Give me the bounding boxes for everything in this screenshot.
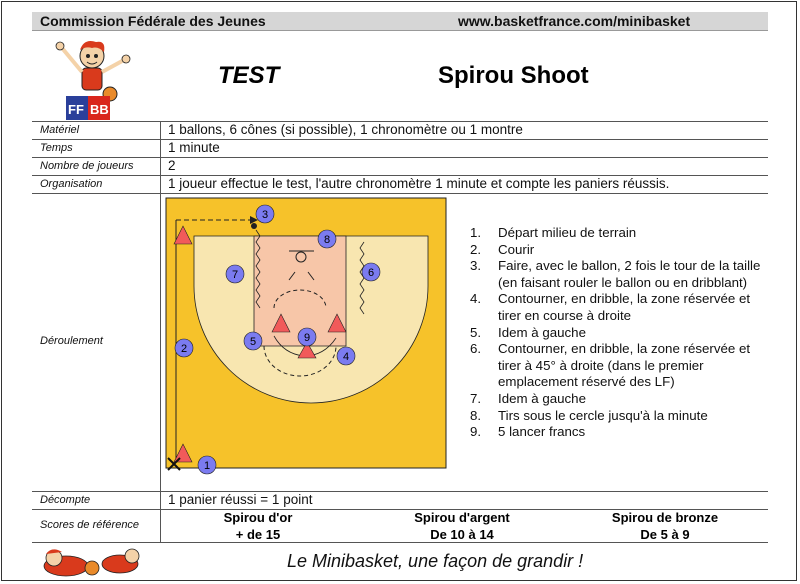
score-bronze-title: Spirou de bronze [611,510,719,525]
list-item: 5. Idem à gauche [470,324,586,340]
list-item: 4. Contourner, en dribble, la zone réservée et tirer en course à droite [470,291,751,323]
court-diagram [164,196,454,488]
list-item: 8. Tirs sous le cercle jusqu'à la minute [470,407,708,423]
value-materiel: 1 ballons, 6 cônes (si possible), 1 chronomètre ou 1 montre [168,122,523,137]
score-gold-title: Spirou d'or [223,510,293,525]
label-joueurs: Nombre de joueurs [40,160,134,172]
value-organisation: 1 joueur effectue le test, l'autre chronomètre 1 minute et compte les paniers réussis. [168,176,670,191]
value-joueurs: 2 [168,158,176,173]
value-decompte: 1 panier réussi = 1 point [168,492,313,507]
court-marker-1 [198,456,216,474]
value-temps: 1 minute [168,140,220,155]
footer-mascot-logo [36,544,146,580]
ffbb-spirou-logo [52,34,134,122]
label-temps: Temps [40,142,73,154]
rule [32,139,768,140]
court-marker-5 [244,332,262,350]
court-marker-9 [298,328,316,346]
steps-list [470,225,762,441]
rule [32,491,768,492]
svg-text:7: 7 [231,269,239,281]
label-scores: Scores de référence [40,519,140,531]
svg-text:5: 5 [249,336,257,348]
rule [32,193,768,194]
label-materiel: Matériel [40,124,80,136]
svg-text:1: 1 [203,460,211,472]
svg-text:6: 6 [367,267,375,279]
list-item: 1. Départ milieu de terrain [470,225,637,240]
score-bronze-value: De 5 à 9 [640,527,690,542]
page-title: Spirou Shoot [438,62,589,89]
svg-text:3: 3 [261,209,269,221]
label-decompte: Décompte [40,494,91,506]
svg-text:4: 4 [342,351,350,363]
header-right: www.basketfrance.com/minibasket [458,13,691,29]
svg-text:8: 8 [323,234,331,246]
test-title: TEST [218,62,280,89]
svg-text:FF: FF [68,102,84,117]
column-divider [160,121,161,542]
court-marker-7 [226,265,244,283]
score-gold-value: + de 15 [235,527,281,542]
court-marker-3 [256,205,274,223]
svg-text:BB: BB [90,102,109,117]
ball-marker [251,223,257,229]
header-left: Commission Fédérale des Jeunes [40,13,266,29]
list-item: 2. Courir [470,241,535,257]
court-marker-6 [362,263,380,281]
score-silver-title: Spirou d'argent [414,510,510,525]
footer-slogan: Le Minibasket, une façon de grandir ! [287,551,584,571]
svg-text:2: 2 [180,343,188,355]
court-marker-4 [337,347,355,365]
svg-text:9: 9 [303,332,311,344]
label-deroulement: Déroulement [40,335,103,347]
list-item: 3. Faire, avec le ballon, 2 fois le tour de la taille (en faisant rouler le ballon ou en dribblant) [470,258,761,290]
list-item: 9. 5 lancer francs [470,424,586,440]
rule [32,157,768,158]
court-marker-8 [318,230,336,248]
score-silver-value: De 10 à 14 [430,527,494,542]
rule [32,542,768,543]
header-bar [32,12,768,31]
list-item: 6. Contourner, en dribble, la zone réservée et tirer à 45° à droite (dans le premier emplacement réservé des LF) [470,341,751,390]
list-item: 7. Idem à gauche [470,390,586,406]
label-organisation: Organisation [40,178,103,190]
court-marker-2 [175,339,193,357]
